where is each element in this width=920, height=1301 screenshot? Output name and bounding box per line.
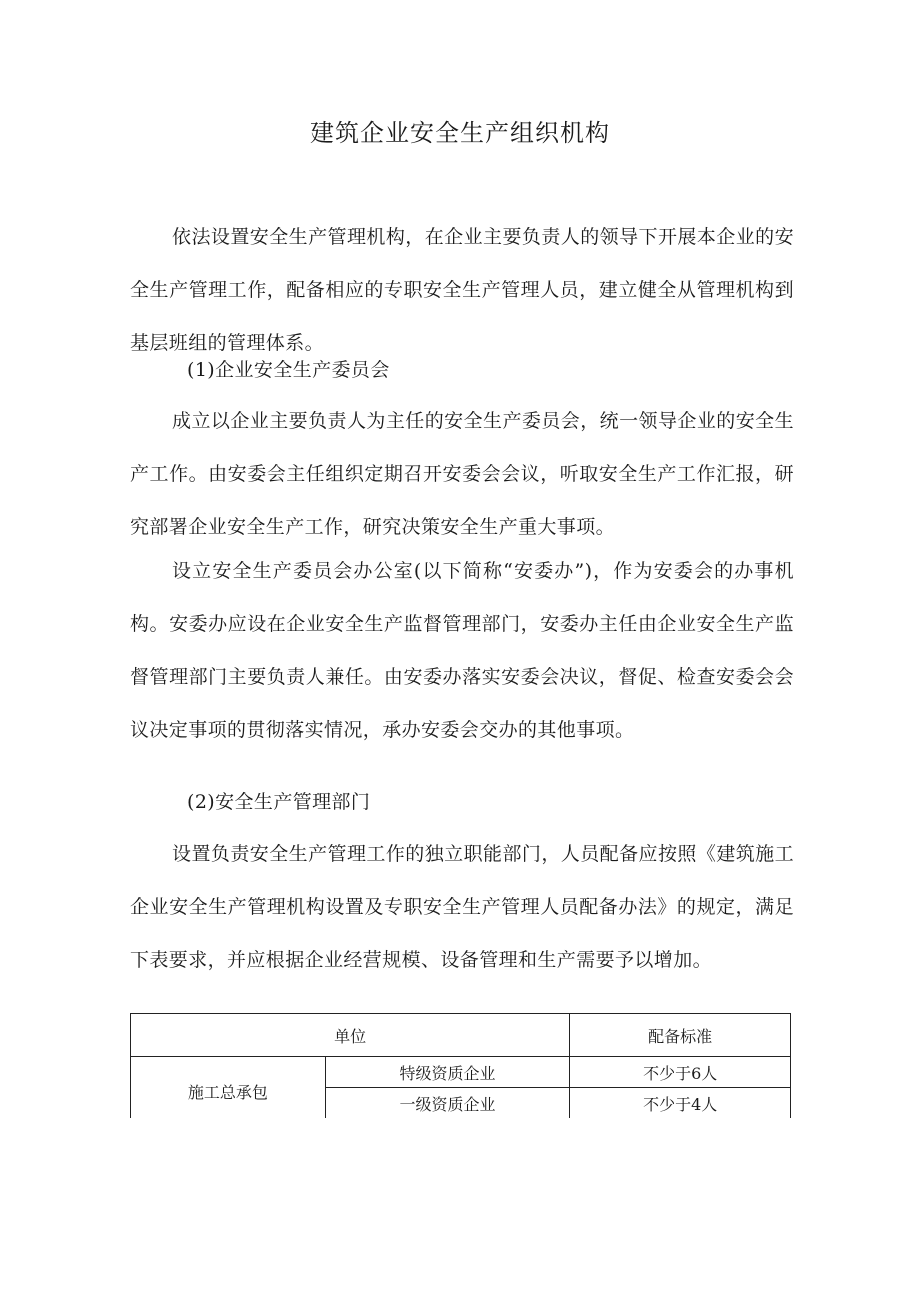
intro-paragraph: 依法设置安全生产管理机构，在企业主要负责人的领导下开展本企业的安全生产管理工作，配备相应的专职安全生产管理人员，建立健全从管理机构到基层班组的管理体系。 (130, 226, 794, 354)
table-row (131, 1057, 791, 1088)
qualification-cell: 一级资质企业 (325, 1088, 570, 1119)
group-cell: 施工总承包 (131, 1057, 326, 1119)
staffing-standard-table (130, 1013, 791, 1118)
section-2-paragraph: 设置负责安全生产管理工作的独立职能部门，人员配备应按照《建筑施工企业安全生产管理机构设置及专职安全生产管理人员配备办法》的规定，满足下表要求，并应根据企业经营规模、设备管理和生产需要予以增加。 (130, 843, 794, 971)
section-2-heading: (2)安全生产管理部门 (187, 791, 371, 813)
section-1-heading: (1)企业安全生产委员会 (187, 359, 390, 381)
section-1-paragraph-1: 成立以企业主要负责人为主任的安全生产委员会，统一领导企业的安全生产工作。由安委会主任组织定期召开安委会会议，听取安全生产工作汇报，研究部署企业安全生产工作，研究决策安全生产重大事项。 (130, 410, 794, 538)
document-title: 建筑企业安全生产组织机构 (310, 119, 610, 147)
header-standard-cell: 配备标准 (570, 1014, 791, 1057)
header-unit-cell: 单位 (131, 1014, 570, 1057)
standard-cell: 不少于6人 (570, 1057, 791, 1088)
section-1-paragraph-2: 设立安全生产委员会办公室(以下简称“安委办”)，作为安委会的办事机构。安委办应设在企业安全生产监督管理部门，安委办主任由企业安全生产监督管理部门主要负责人兼任。由安委办落实安委会决议，督促、检查安委会会议决定事项的贯彻落实情况，承办安委会交办的其他事项。 (130, 560, 794, 741)
standard-cell: 不少于4人 (570, 1088, 791, 1119)
table-header-row (131, 1014, 791, 1057)
qualification-cell: 特级资质企业 (325, 1057, 570, 1088)
